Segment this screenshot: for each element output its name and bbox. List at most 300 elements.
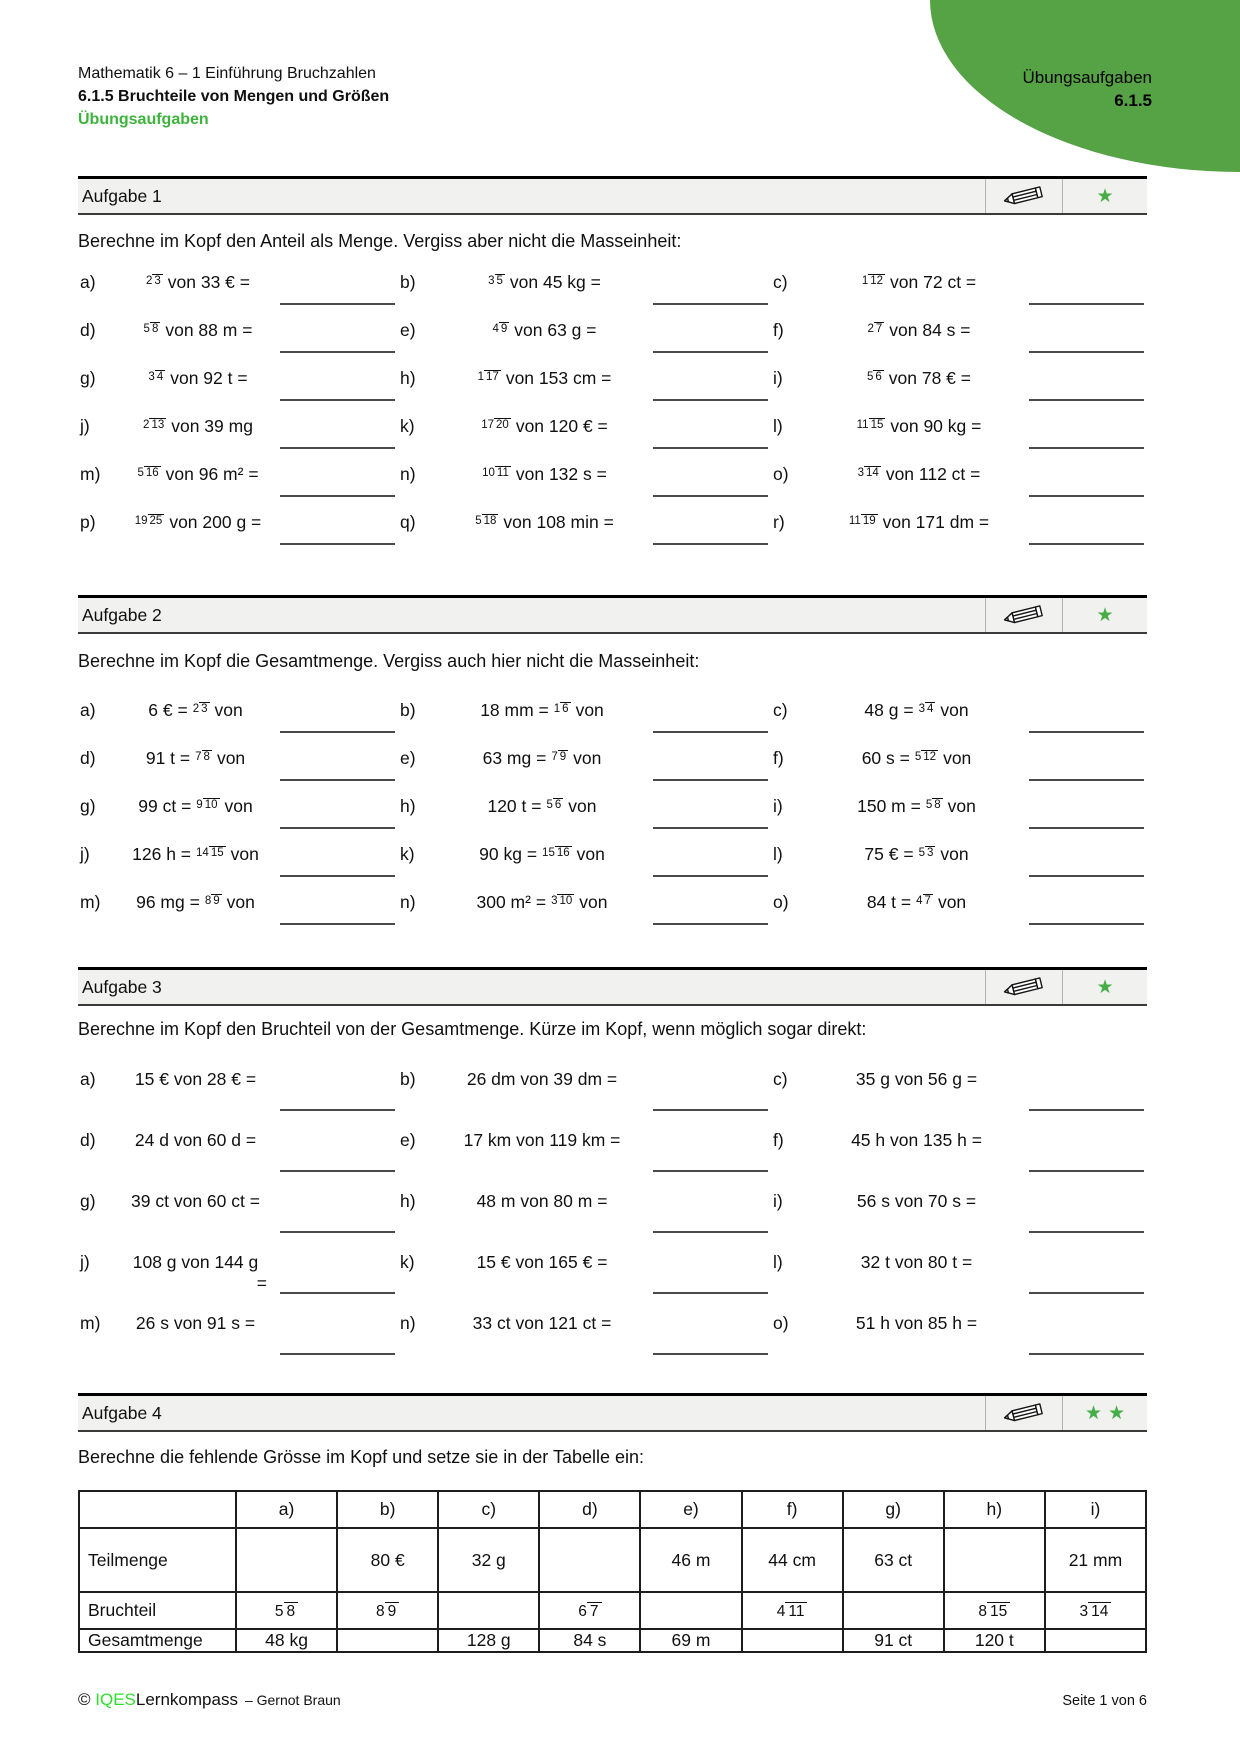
answer-line[interactable] — [280, 827, 395, 829]
item-given-value: 63 mg = — [482, 748, 547, 768]
item-expression — [438, 1252, 646, 1273]
item-label: b) — [400, 272, 416, 292]
table-empty-cell[interactable] — [944, 1528, 1045, 1592]
item-label: g) — [80, 796, 96, 816]
answer-line[interactable] — [653, 447, 768, 449]
item-expression — [118, 700, 273, 721]
item-label: j) — [80, 844, 90, 864]
exercise-item — [78, 1238, 398, 1299]
fraction — [478, 371, 501, 384]
star-icon: ★ — [1096, 604, 1114, 626]
fraction-denominator: 3 — [201, 703, 208, 716]
exercise-item — [771, 454, 1147, 502]
fraction-numerator: 5 — [475, 515, 482, 528]
fraction-denominator: 19 — [862, 515, 876, 528]
exercise-item — [78, 454, 398, 502]
answer-line[interactable] — [1029, 351, 1144, 353]
item-expression — [118, 512, 273, 533]
fraction-numerator: 3 — [488, 275, 495, 288]
page-number: Seite 1 von 6 — [1062, 1693, 1147, 1709]
fraction-denominator: 9 — [385, 1602, 400, 1620]
answer-line[interactable] — [280, 1109, 395, 1111]
fraction-numerator: 10 — [482, 467, 495, 480]
item-expression — [438, 844, 646, 865]
worksheet-type: Übungsaufgaben — [78, 111, 209, 128]
answer-line[interactable] — [280, 923, 395, 925]
answer-line[interactable] — [1029, 1353, 1144, 1355]
item-label: l) — [773, 416, 783, 436]
item-question-text: von 112 ct = — [885, 464, 981, 484]
item-question-text: von 96 m² = — [165, 464, 259, 484]
fraction — [857, 419, 886, 432]
fraction-numerator: 11 — [856, 419, 869, 432]
fraction-numerator: 3 — [551, 895, 558, 908]
pencil-cell — [985, 1396, 1062, 1430]
fraction — [867, 371, 884, 384]
item-question-text: von — [947, 796, 976, 816]
fraction-denominator: 9 — [213, 895, 220, 908]
fraction-numerator: 7 — [195, 751, 202, 764]
item-label: o) — [773, 1313, 789, 1333]
item-given-value: 300 m² = — [476, 892, 547, 912]
item-label: a) — [80, 272, 96, 292]
item-expression — [118, 1191, 273, 1212]
answer-line[interactable] — [280, 1353, 395, 1355]
item-question-text: von — [943, 748, 972, 768]
fraction-numerator: 5 — [274, 1602, 284, 1620]
exercise-item — [398, 786, 771, 834]
table-empty-cell[interactable] — [843, 1592, 944, 1629]
table-header-row — [79, 1491, 1146, 1528]
fraction-denominator: 8 — [203, 751, 210, 764]
fraction — [196, 799, 219, 812]
table-row — [79, 1592, 1146, 1629]
answer-line[interactable] — [653, 543, 768, 545]
item-expression — [811, 1313, 1022, 1334]
answer-line[interactable] — [653, 1353, 768, 1355]
item-question-text: 56 s von 70 s = — [856, 1191, 977, 1211]
answer-line[interactable] — [280, 303, 395, 305]
item-expression — [438, 272, 646, 293]
exercise-item — [398, 262, 771, 310]
table-value-cell — [944, 1592, 1045, 1629]
item-label: q) — [400, 512, 416, 532]
fraction-numerator: 1 — [861, 275, 869, 288]
table-value-cell — [1045, 1592, 1146, 1629]
table-value-cell: 21 mm — [1045, 1528, 1146, 1592]
item-label: f) — [773, 320, 784, 340]
exercise-item — [771, 1238, 1147, 1299]
item-expression — [438, 1313, 646, 1334]
task-instruction: Berechne im Kopf den Anteil als Menge. Vergiss aber nicht die Masseinheit: — [78, 231, 682, 251]
answer-line[interactable] — [1029, 875, 1144, 877]
fraction-denominator: 5 — [496, 275, 503, 288]
exercise-item — [78, 1116, 398, 1177]
fraction-numerator: 5 — [546, 799, 553, 812]
answer-line[interactable] — [1029, 399, 1144, 401]
item-given-value: 6 € = — [148, 700, 188, 720]
answer-line[interactable] — [1029, 731, 1144, 733]
fraction — [144, 323, 161, 336]
star-icon: ★ — [1096, 185, 1114, 207]
exercise-item — [771, 310, 1147, 358]
page-footer — [78, 1690, 1147, 1710]
exercise-item — [78, 358, 398, 406]
answer-line[interactable] — [1029, 1170, 1144, 1172]
task-items-grid — [78, 1055, 1147, 1360]
item-question-text: von 72 ct = — [890, 272, 977, 292]
item-given-value: 150 m = — [857, 796, 921, 816]
item-label: h) — [400, 368, 416, 388]
table-value-cell — [236, 1592, 337, 1629]
exercise-item — [398, 690, 771, 738]
fraction-denominator: 11 — [785, 1602, 807, 1620]
item-question-text-line2: = — [256, 1273, 267, 1293]
exercise-item — [771, 1116, 1147, 1177]
table-corner-cell — [79, 1491, 236, 1528]
item-given-value: 60 s = — [861, 748, 910, 768]
answer-line[interactable] — [280, 1292, 395, 1294]
exercise-item — [771, 1299, 1147, 1360]
item-question-text: von 45 kg = — [509, 272, 601, 292]
exercise-item — [78, 1299, 398, 1360]
item-question-text: 39 ct von 60 ct = — [131, 1191, 260, 1211]
exercise-item — [78, 786, 398, 834]
exercise-item — [78, 1055, 398, 1116]
brand-iqes: IQES — [95, 1690, 136, 1709]
answer-line[interactable] — [653, 1109, 768, 1111]
fraction-numerator: 2 — [143, 419, 150, 432]
answer-line[interactable] — [280, 543, 395, 545]
item-question-text: von — [937, 892, 967, 912]
answer-line[interactable] — [280, 351, 395, 353]
item-label: d) — [80, 748, 96, 768]
answer-line[interactable] — [653, 923, 768, 925]
answer-line[interactable] — [1029, 495, 1144, 497]
table-row-label: Bruchteil — [79, 1592, 236, 1629]
item-question-text: von 132 s = — [515, 464, 607, 484]
item-question-text: von 84 s = — [889, 320, 971, 340]
task-title: Aufgabe 4 — [82, 1402, 162, 1423]
item-question-text: 108 g von 144 g — [132, 1252, 259, 1272]
fraction-denominator: 14 — [866, 467, 879, 480]
exercise-item — [771, 262, 1147, 310]
fraction-denominator: 8 — [284, 1602, 299, 1620]
fraction-denominator: 15 — [870, 419, 884, 432]
item-question-text: von 120 € = — [515, 416, 608, 436]
item-label: c) — [773, 272, 788, 292]
item-expression — [118, 1069, 273, 1090]
item-label: l) — [773, 1252, 783, 1272]
answer-line[interactable] — [653, 1292, 768, 1294]
item-expression — [811, 1252, 1022, 1273]
fraction — [482, 467, 511, 480]
fraction — [196, 847, 226, 860]
table-empty-cell[interactable] — [337, 1629, 438, 1652]
author-name: – Gernot Braun — [244, 1692, 341, 1708]
fraction-denominator: 12 — [870, 275, 884, 288]
exercise-item — [398, 310, 771, 358]
answer-line[interactable] — [280, 779, 395, 781]
chapter-title: 6.1.5 Bruchteile von Mengen und Größen — [78, 88, 390, 105]
item-expression — [118, 1130, 273, 1151]
fraction-denominator: 6 — [554, 799, 562, 812]
table-row-label: Teilmenge — [79, 1528, 236, 1592]
exercise-item — [771, 786, 1147, 834]
task-header-bar — [78, 1393, 1147, 1432]
table-value-cell: 80 € — [337, 1528, 438, 1592]
item-label: d) — [80, 320, 96, 340]
task-items-grid — [78, 262, 1147, 550]
exercise-item — [771, 358, 1147, 406]
item-label: j) — [80, 1252, 90, 1272]
table-column-header: g) — [843, 1491, 944, 1528]
item-question-text: von — [230, 844, 259, 864]
item-expression — [811, 272, 1022, 293]
exercise-item — [398, 1238, 771, 1299]
exercise-item — [78, 502, 398, 550]
table-empty-cell[interactable] — [438, 1592, 539, 1629]
table-value-cell — [539, 1592, 640, 1629]
fraction-denominator: 25 — [149, 515, 163, 528]
item-label: r) — [773, 512, 785, 532]
table-row — [79, 1528, 1146, 1592]
item-label: b) — [400, 1069, 416, 1089]
brand-lernkompass: Lernkompass — [135, 1690, 238, 1709]
table-value-cell: 91 ct — [843, 1629, 944, 1652]
fraction — [858, 467, 881, 480]
answer-line[interactable] — [653, 1170, 768, 1172]
item-given-value: 126 h = — [132, 844, 192, 864]
table-value-cell: 84 s — [539, 1629, 640, 1652]
fraction — [862, 275, 885, 288]
fraction-numerator: 1 — [477, 371, 485, 384]
fraction-numerator: 2 — [192, 703, 200, 716]
item-question-text: 17 km von 119 km = — [463, 1130, 621, 1150]
fraction-numerator: 5 — [914, 751, 922, 764]
fraction-numerator: 19 — [134, 515, 148, 528]
fraction-numerator: 2 — [145, 275, 153, 288]
exercise-item — [398, 358, 771, 406]
table-value-cell: 48 kg — [236, 1629, 337, 1652]
exercise-item — [78, 834, 398, 882]
fraction — [915, 751, 938, 764]
fraction-denominator: 16 — [145, 467, 159, 480]
copyright-icon: © — [78, 1690, 91, 1709]
item-question-text: von 108 min = — [503, 512, 614, 532]
item-label: d) — [80, 1130, 96, 1150]
item-label: o) — [773, 892, 789, 912]
item-expression — [438, 320, 646, 341]
fraction — [148, 371, 165, 384]
item-question-text: 26 dm von 39 dm = — [466, 1069, 618, 1089]
answer-line[interactable] — [280, 495, 395, 497]
answer-line[interactable] — [653, 731, 768, 733]
answer-line[interactable] — [1029, 447, 1144, 449]
task-header-bar — [78, 176, 1147, 215]
item-expression — [811, 1069, 1022, 1090]
item-question-text: von — [575, 700, 604, 720]
item-given-value: 48 g = — [864, 700, 914, 720]
item-label: g) — [80, 1191, 96, 1211]
pencil-icon — [1001, 1401, 1047, 1425]
corner-category: Übungsaufgaben — [1022, 68, 1152, 87]
table-empty-cell[interactable] — [640, 1592, 741, 1629]
item-expression — [438, 796, 646, 817]
item-question-text: von 90 kg = — [890, 416, 982, 436]
corner-section-number: 6.1.5 — [1114, 91, 1152, 110]
item-given-value: 91 t = — [145, 748, 191, 768]
fraction-denominator: 4 — [926, 703, 934, 716]
answer-line[interactable] — [653, 399, 768, 401]
answer-line[interactable] — [280, 1231, 395, 1233]
answer-line[interactable] — [280, 875, 395, 877]
item-question-text: von — [568, 796, 597, 816]
item-question-text: von — [226, 892, 255, 912]
exercise-item — [78, 1177, 398, 1238]
answer-line[interactable] — [653, 1231, 768, 1233]
difficulty-stars — [1062, 598, 1147, 632]
answer-line[interactable] — [653, 351, 768, 353]
fraction-denominator: 7 — [587, 1602, 602, 1620]
fraction-numerator: 6 — [578, 1602, 587, 1620]
table-empty-cell[interactable] — [1045, 1629, 1146, 1652]
item-question-text: von 39 mg — [171, 416, 253, 436]
answer-line[interactable] — [653, 827, 768, 829]
item-expression — [811, 1191, 1022, 1212]
table-column-header: d) — [539, 1491, 640, 1528]
fraction — [481, 419, 511, 432]
fraction-denominator: 16 — [556, 847, 570, 860]
table-value-cell: 32 g — [438, 1528, 539, 1592]
item-label: e) — [400, 1130, 416, 1150]
difficulty-stars — [1062, 179, 1147, 213]
fraction-denominator: 9 — [500, 323, 508, 336]
answer-line[interactable] — [280, 447, 395, 449]
fraction — [978, 1603, 1010, 1622]
exercise-item — [771, 882, 1147, 930]
answer-line[interactable] — [1029, 1231, 1144, 1233]
fraction — [916, 895, 933, 908]
table-empty-cell[interactable] — [236, 1528, 337, 1592]
exercise-item — [398, 502, 771, 550]
item-question-text: von 200 g = — [169, 512, 262, 532]
task-instruction: Berechne im Kopf den Bruchteil von der Gesamtmenge. Kürze im Kopf, wenn möglich sogar direkt: — [78, 1019, 867, 1039]
item-question-text: von 78 € = — [888, 368, 972, 388]
answer-line[interactable] — [653, 779, 768, 781]
fraction — [578, 1603, 601, 1622]
item-question-text: von — [940, 844, 969, 864]
exercise-item — [78, 406, 398, 454]
exercise-item — [771, 406, 1147, 454]
exercise-item — [78, 882, 398, 930]
fraction-denominator: 10 — [559, 895, 573, 908]
item-expression — [811, 464, 1022, 485]
task-instruction: Berechne im Kopf die Gesamtmenge. Vergiss auch hier nicht die Masseinheit: — [78, 651, 700, 671]
item-expression — [438, 1191, 646, 1212]
table-column-header: i) — [1045, 1491, 1146, 1528]
fraction-denominator: 6 — [875, 371, 882, 384]
table-value-cell: 63 ct — [843, 1528, 944, 1592]
item-expression — [438, 892, 646, 913]
fraction-denominator: 8 — [934, 799, 941, 812]
item-label: i) — [773, 1191, 783, 1211]
item-label: n) — [400, 892, 416, 912]
fraction — [1080, 1603, 1112, 1622]
answer-line[interactable] — [1029, 779, 1144, 781]
pencil-icon — [1001, 975, 1047, 999]
answer-line[interactable] — [1029, 923, 1144, 925]
fraction-numerator: 5 — [925, 799, 933, 812]
answer-line[interactable] — [653, 495, 768, 497]
item-expression — [118, 1313, 273, 1334]
item-label: j) — [80, 416, 90, 436]
fraction-denominator: 17 — [486, 371, 499, 384]
answer-line[interactable] — [280, 731, 395, 733]
fraction-denominator: 11 — [496, 467, 509, 480]
item-expression — [438, 416, 646, 437]
table-empty-cell[interactable] — [742, 1629, 843, 1652]
answer-line[interactable] — [653, 303, 768, 305]
fraction — [542, 847, 572, 860]
answer-line[interactable] — [280, 399, 395, 401]
answer-line[interactable] — [1029, 1292, 1144, 1294]
item-expression — [811, 748, 1022, 769]
table-row-label: Gesamtmenge — [79, 1629, 236, 1652]
exercise-item — [78, 262, 398, 310]
exercise-item — [771, 1055, 1147, 1116]
fraction — [919, 847, 936, 860]
item-label: m) — [80, 464, 101, 484]
answer-line[interactable] — [1029, 303, 1144, 305]
pencil-cell — [985, 970, 1062, 1004]
fraction — [475, 515, 498, 528]
table-column-header: c) — [438, 1491, 539, 1528]
task-instruction: Berechne die fehlende Grösse im Kopf und setze sie in der Tabelle ein: — [78, 1447, 645, 1467]
difficulty-stars — [1062, 970, 1147, 1004]
exercise-item — [398, 834, 771, 882]
item-question-text: von 171 dm = — [882, 512, 990, 532]
item-expression — [438, 368, 646, 389]
exercise-item — [398, 1116, 771, 1177]
item-label: c) — [773, 1069, 788, 1089]
table-empty-cell[interactable] — [539, 1528, 640, 1592]
item-label: h) — [400, 1191, 416, 1211]
item-question-text: von — [576, 844, 605, 864]
answer-line[interactable] — [1029, 543, 1144, 545]
item-label: i) — [773, 796, 783, 816]
item-label: f) — [773, 1130, 784, 1150]
pencil-icon — [1001, 184, 1047, 208]
fraction-denominator: 12 — [923, 751, 937, 764]
item-label: i) — [773, 368, 783, 388]
answer-line[interactable] — [653, 875, 768, 877]
exercise-item — [771, 690, 1147, 738]
task-title: Aufgabe 2 — [82, 604, 162, 625]
fraction — [376, 1603, 399, 1622]
fraction — [135, 515, 165, 528]
item-label: m) — [80, 892, 101, 912]
table-value-cell — [337, 1592, 438, 1629]
fraction — [777, 1603, 808, 1622]
answer-line[interactable] — [280, 1170, 395, 1172]
answer-line[interactable] — [1029, 1109, 1144, 1111]
item-label: n) — [400, 1313, 416, 1333]
fraction-denominator: 7 — [875, 323, 883, 336]
exercise-item — [78, 310, 398, 358]
answer-line[interactable] — [1029, 827, 1144, 829]
table-row — [79, 1629, 1146, 1652]
